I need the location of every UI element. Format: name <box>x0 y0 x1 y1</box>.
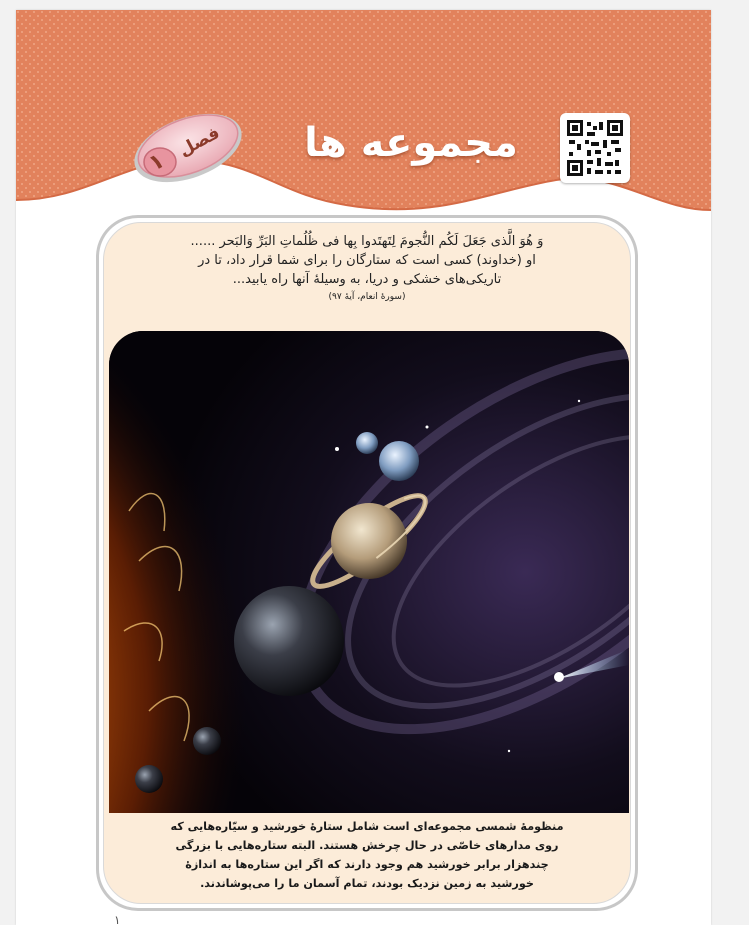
verse-translation-line-2: تاریکی‌های خشکی و دریا، به وسیلۀ آنها راه یابید... <box>232 272 502 287</box>
chapter-badge-number: ۱ <box>144 148 169 177</box>
caption-line-2: روی مدارهای خاصّی در حال چرخش هستند. البته ستاره‌هایی با بزرگی <box>175 839 559 852</box>
page-number: ۱ <box>114 913 121 925</box>
image-caption <box>114 817 620 893</box>
solar-system-image <box>109 331 629 813</box>
chapter-header-band <box>16 10 711 250</box>
content-frame <box>96 215 638 911</box>
chapter-badge <box>126 110 256 190</box>
verse-translation-line-1: او (خداوند) کسی است که ستارگان را برای شما قرار داد، تا در <box>198 253 536 268</box>
content-frame-inner <box>103 222 631 904</box>
caption-line-3: چندهزار برابر خورشید هم وجود دارند که اگر این ستاره‌ها به اندازۀ <box>185 858 549 871</box>
caption-line-1: منظومۀ شمسی مجموعه‌ای است شامل ستارۀ خورشید و سیّاره‌هایی که <box>170 820 564 833</box>
textbook-page <box>16 10 711 925</box>
verse-reference: (سورۀ انعام، آیۀ ۹۷) <box>328 292 406 302</box>
qr-code-icon[interactable] <box>560 113 630 183</box>
chapter-badge-word: فصل <box>175 123 224 161</box>
arabic-verse: وَ هُوَ الَّذی جَعَلَ لَکُم النُّجومَ لِتَهتَدوا بِها فی ظُلُماتِ البَرِّ وَالبَحر ...... <box>190 234 544 249</box>
quran-verse-block <box>124 233 610 304</box>
chapter-title: مجموعه ها <box>304 120 518 166</box>
caption-line-4: خورشید به زمین نزدیک بودند، تمام آسمان ما را می‌پوشاندند. <box>200 877 534 890</box>
